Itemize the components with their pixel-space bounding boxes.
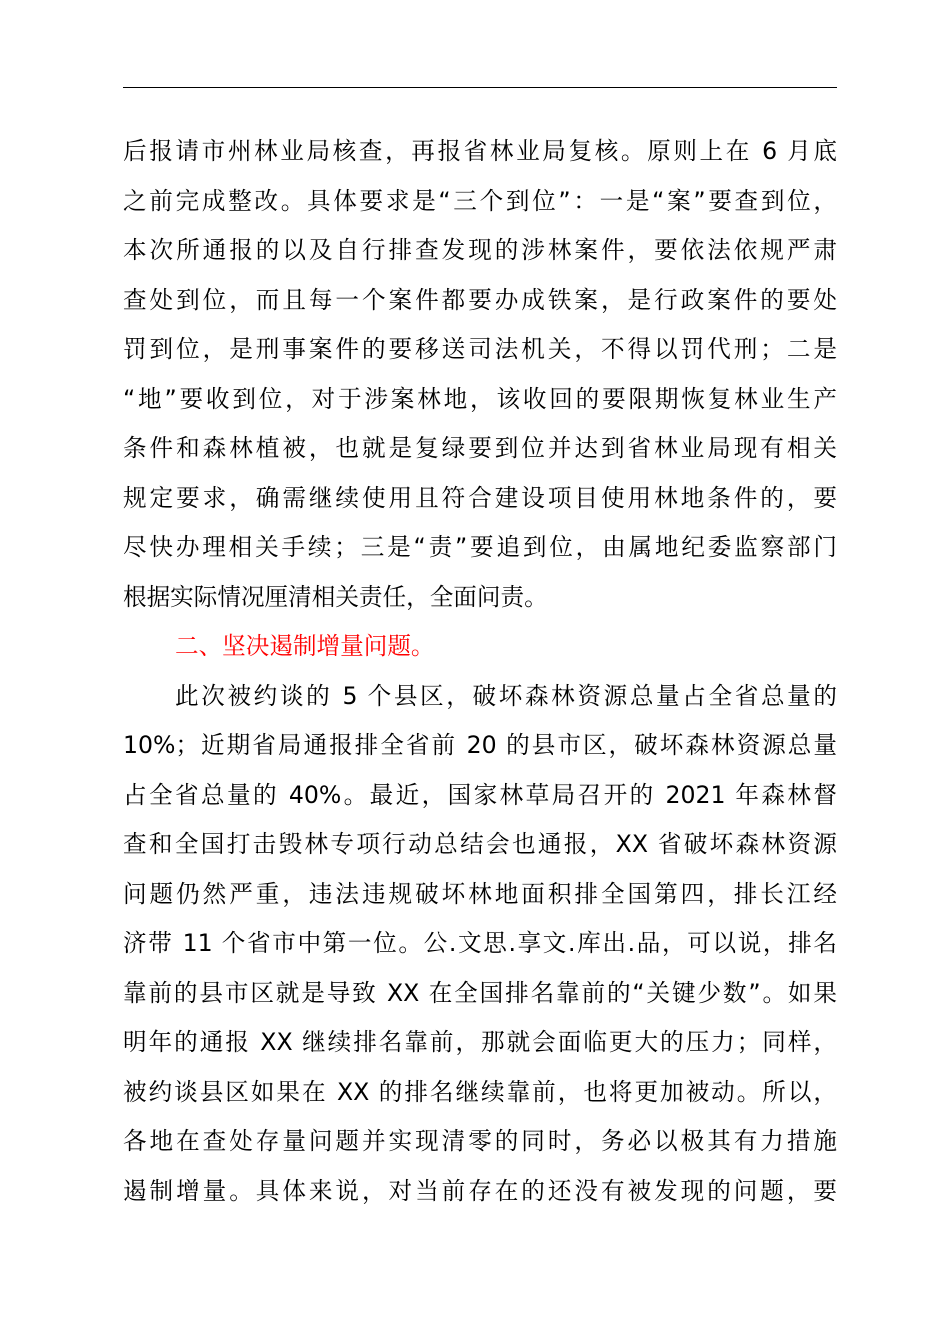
text-line: 问题仍然严重，违法违规破坏林地面积排全国第四，排长江经	[123, 879, 837, 908]
text-line: 条件和森林植被，也就是复绿要到位并达到省林业局现有相关	[123, 434, 837, 462]
header-rule	[123, 87, 837, 88]
document-body	[123, 127, 837, 1216]
section-heading: 二、坚决遏制增量问题。	[175, 632, 435, 660]
text-line: 罚到位，是刑事案件的要移送司法机关，不得以罚代刑；二是	[123, 335, 837, 363]
text-line: 被约谈县区如果在 XX 的排名继续靠前，也将更加被动。所以，	[123, 1077, 837, 1106]
text-line: 根据实际情况厘清相关责任，全面问责。	[123, 582, 548, 611]
text-line: 查和全国打击毁林专项行动总结会也通报，XX 省破坏森林资源	[123, 830, 837, 858]
text-line: 占全省总量的 40%。最近，国家林草局召开的 2021 年森林督	[123, 780, 837, 809]
text-line: 尽快办理相关手续；三是“责”要追到位，由属地纪委监察部门	[123, 533, 837, 561]
text-line: 查处到位，而且每一个案件都要办成铁案，是行政案件的要处	[123, 285, 837, 314]
text-line: 明年的通报 XX 继续排名靠前，那就会面临更大的压力；同样，	[123, 1028, 837, 1056]
text-line: 济带 11 个省市中第一位。公.文思.享文.库出.品，可以说，排名	[123, 929, 837, 957]
text-line: 后报请市州林业局核查，再报省林业局复核。原则上在 6 月底	[123, 137, 837, 165]
text-line: 此次被约谈的 5 个县区，破坏森林资源总量占全省总量的	[175, 681, 837, 710]
text-line: 靠前的县市区就是导致 XX 在全国排名靠前的“关键少数”。如果	[123, 978, 837, 1007]
text-line: 各地在查处存量问题并实现清零的同时，务必以极其有力措施	[123, 1127, 837, 1155]
text-line: 遏制增量。具体来说，对当前存在的还没有被发现的问题，要	[123, 1176, 837, 1205]
paragraph-curb-increment	[123, 672, 837, 1217]
text-line: 之前完成整改。具体要求是“三个到位”：一是“案”要查到位，	[123, 186, 837, 215]
text-line: 本次所通报的以及自行排查发现的涉林案件，要依法依规严肃	[123, 236, 837, 264]
paragraph-rectification-requirements	[123, 127, 837, 622]
text-line: “地”要收到位，对于涉案林地，该收回的要限期恢复林业生产	[123, 384, 837, 413]
text-line: 规定要求，确需继续使用且符合建设项目使用林地条件的，要	[123, 483, 837, 512]
text-line: 10%；近期省局通报排全省前 20 的县市区，破坏森林资源总量	[123, 731, 837, 759]
